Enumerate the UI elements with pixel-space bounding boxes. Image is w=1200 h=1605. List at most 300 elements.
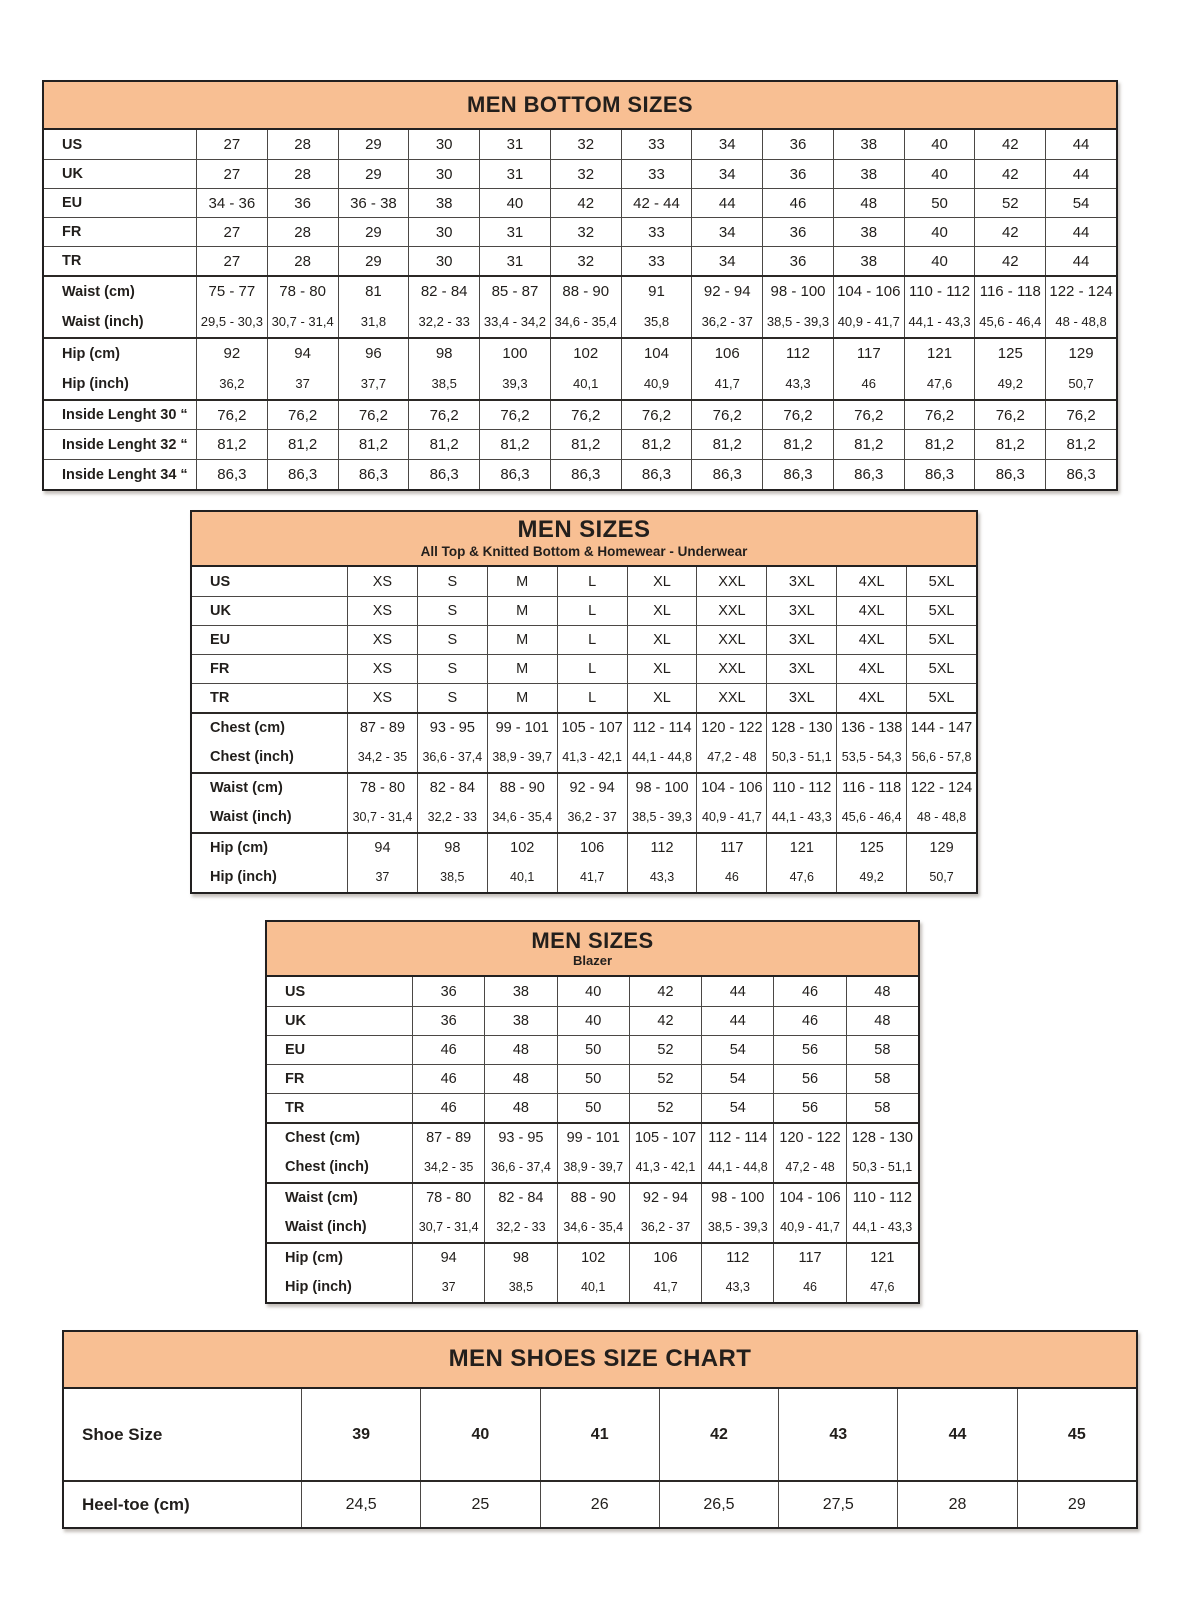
- table-cell: XS: [347, 655, 417, 683]
- table-cell: 92 - 94: [629, 1184, 701, 1212]
- table-cell: 46: [696, 862, 766, 892]
- table-cell: 98 - 100: [701, 1184, 773, 1212]
- table-cell: XXL: [696, 684, 766, 712]
- table-cell: 36,2 - 37: [557, 802, 627, 832]
- table-cell: 87 - 89: [347, 714, 417, 742]
- table-cell: 49,2: [974, 368, 1045, 399]
- table-cell: 48: [846, 1007, 918, 1035]
- table-cell: 129: [1045, 339, 1116, 368]
- table-row: [64, 1389, 1136, 1480]
- table-cell: 32: [550, 130, 621, 159]
- table-cell: 42: [659, 1389, 778, 1480]
- table-cell: S: [417, 597, 487, 625]
- table-cell: 25: [420, 1482, 539, 1527]
- table-cell: 76,2: [267, 401, 338, 429]
- table-cell: 44,1 - 43,3: [904, 306, 975, 337]
- table-cell: 98 - 100: [627, 774, 697, 802]
- table-cell: 43,3: [762, 368, 833, 399]
- table-cell: 100: [479, 339, 550, 368]
- table-cell: 29,5 - 30,3: [196, 306, 267, 337]
- table-cell: 36: [762, 160, 833, 188]
- men-sizes-tops-table: [190, 510, 978, 894]
- table-cell: 86,3: [408, 460, 479, 489]
- table-cell: 42: [974, 160, 1045, 188]
- table-cell: 40: [420, 1389, 539, 1480]
- table-cell: 28: [267, 160, 338, 188]
- table-row: [192, 862, 976, 892]
- table-cell: 48 - 48,8: [1045, 306, 1116, 337]
- table-cell: 104 - 106: [696, 774, 766, 802]
- table-row: [267, 1182, 918, 1212]
- table-cell: 47,2 - 48: [696, 742, 766, 772]
- table-row: [192, 596, 976, 625]
- table-cell: 81,2: [974, 430, 1045, 459]
- table-cell: 86,3: [621, 460, 692, 489]
- table-cell: 42: [974, 130, 1045, 159]
- table-cell: 33: [621, 218, 692, 246]
- table-cell: 27,5: [778, 1482, 897, 1527]
- table-cell: 86,3: [762, 460, 833, 489]
- table-cell: 44,1 - 44,8: [701, 1152, 773, 1182]
- table-cell: 102: [557, 1244, 629, 1272]
- table-cell: 116 - 118: [836, 774, 906, 802]
- table-cell: 81: [338, 277, 409, 306]
- table-cell: 40,9 - 41,7: [833, 306, 904, 337]
- table-row: [267, 1272, 918, 1302]
- table-cell: 5XL: [906, 626, 976, 654]
- table-cell: 122 - 124: [906, 774, 976, 802]
- table-cell: 40,9 - 41,7: [696, 802, 766, 832]
- table-row: [44, 429, 1116, 459]
- table-cell: 106: [691, 339, 762, 368]
- table-cell: 40: [557, 1007, 629, 1035]
- table-cell: 44,1 - 44,8: [627, 742, 697, 772]
- table-cell: 81,2: [479, 430, 550, 459]
- table-cell: 3XL: [766, 684, 836, 712]
- table-cell: 102: [550, 339, 621, 368]
- table-title: MEN SHOES SIZE CHART: [448, 1345, 752, 1373]
- table-cell: 40,9: [621, 368, 692, 399]
- table-cell: 76,2: [550, 401, 621, 429]
- table-cell: 50: [557, 1094, 629, 1122]
- table-cell: 86,3: [691, 460, 762, 489]
- table-cell: 46: [412, 1036, 484, 1064]
- table-cell: 82 - 84: [417, 774, 487, 802]
- table-cell: 112: [762, 339, 833, 368]
- table-cell: 34 - 36: [196, 189, 267, 217]
- table-cell: 112 - 114: [627, 714, 697, 742]
- table-cell: 44: [1045, 160, 1116, 188]
- row-label: Hip (inch): [62, 375, 129, 392]
- table-row: [192, 772, 976, 802]
- row-label: EU: [285, 1042, 306, 1058]
- table-cell: 24,5: [301, 1482, 420, 1527]
- table-row: [192, 625, 976, 654]
- table-cell: 34: [691, 247, 762, 275]
- men-bottom-sizes-table: [42, 80, 1118, 491]
- row-label: FR: [210, 661, 230, 677]
- table-cell: 43,3: [701, 1272, 773, 1302]
- table-cell: 99 - 101: [487, 714, 557, 742]
- table-cell: 32: [550, 218, 621, 246]
- table-cell: 105 - 107: [557, 714, 627, 742]
- row-label: Hip (cm): [62, 345, 120, 362]
- table-cell: M: [487, 567, 557, 596]
- table-cell: 40: [904, 218, 975, 246]
- row-label: FR: [285, 1071, 305, 1087]
- table-cell: 91: [621, 277, 692, 306]
- table-cell: 81,2: [621, 430, 692, 459]
- table-cell: 28: [267, 247, 338, 275]
- table-cell: 30,7 - 31,4: [267, 306, 338, 337]
- table-cell: 144 - 147: [906, 714, 976, 742]
- table-subtitle: All Top & Knitted Bottom & Homewear - Underwear: [420, 543, 748, 559]
- table-cell: 78 - 80: [412, 1184, 484, 1212]
- table-cell: 85 - 87: [479, 277, 550, 306]
- table-cell: 5XL: [906, 597, 976, 625]
- table-cell: 27: [196, 218, 267, 246]
- table-cell: 92 - 94: [557, 774, 627, 802]
- table-cell: 86,3: [833, 460, 904, 489]
- men-sizes-tops-body: [192, 567, 976, 892]
- table-cell: 3XL: [766, 597, 836, 625]
- table-cell: S: [417, 655, 487, 683]
- table-cell: 86,3: [196, 460, 267, 489]
- table-cell: 76,2: [691, 401, 762, 429]
- table-cell: 78 - 80: [267, 277, 338, 306]
- table-cell: M: [487, 597, 557, 625]
- table-cell: 33: [621, 247, 692, 275]
- table-row: [44, 306, 1116, 337]
- table-cell: 99 - 101: [557, 1124, 629, 1152]
- table-cell: 76,2: [408, 401, 479, 429]
- table-cell: 38,5: [484, 1272, 556, 1302]
- table-cell: 40,1: [487, 862, 557, 892]
- table-cell: 88 - 90: [550, 277, 621, 306]
- table-cell: 110 - 112: [904, 277, 975, 306]
- table-cell: 54: [701, 1065, 773, 1093]
- table-cell: 29: [1017, 1482, 1136, 1527]
- table-cell: L: [557, 684, 627, 712]
- table-cell: 36: [267, 189, 338, 217]
- table-cell: 86,3: [1045, 460, 1116, 489]
- table-cell: 81,2: [904, 430, 975, 459]
- table-cell: S: [417, 684, 487, 712]
- table-cell: XL: [627, 626, 697, 654]
- table-cell: 34: [691, 160, 762, 188]
- row-label: UK: [62, 166, 83, 182]
- table-cell: 31: [479, 130, 550, 159]
- table-cell: XXL: [696, 597, 766, 625]
- table-cell: 31,8: [338, 306, 409, 337]
- row-label: US: [285, 983, 306, 1000]
- table-cell: 45: [1017, 1389, 1136, 1480]
- table-cell: 42: [974, 247, 1045, 275]
- table-cell: 86,3: [550, 460, 621, 489]
- table-row: [192, 683, 976, 712]
- table-cell: 32,2 - 33: [484, 1212, 556, 1242]
- table-cell: 38: [484, 977, 556, 1006]
- table-cell: 45,6 - 46,4: [836, 802, 906, 832]
- row-label: Hip (cm): [285, 1250, 343, 1266]
- table-cell: 46: [773, 1272, 845, 1302]
- table-cell: 36: [412, 977, 484, 1006]
- table-cell: 3XL: [766, 655, 836, 683]
- table-row: [44, 399, 1116, 429]
- row-label: Hip (inch): [285, 1279, 352, 1295]
- table-cell: 53,5 - 54,3: [836, 742, 906, 772]
- table-cell: 78 - 80: [347, 774, 417, 802]
- table-cell: XS: [347, 684, 417, 712]
- table-cell: 30: [408, 160, 479, 188]
- row-label: TR: [62, 253, 82, 269]
- table-cell: 76,2: [762, 401, 833, 429]
- table-cell: 104 - 106: [833, 277, 904, 306]
- table-cell: 81,2: [833, 430, 904, 459]
- table-title: MEN SIZES: [531, 927, 654, 953]
- table-cell: 128 - 130: [766, 714, 836, 742]
- table-cell: 41,7: [629, 1272, 701, 1302]
- table-cell: 110 - 112: [766, 774, 836, 802]
- table-cell: 81,2: [267, 430, 338, 459]
- table-cell: 58: [846, 1036, 918, 1064]
- table-row: [267, 1152, 918, 1182]
- table-cell: 98: [408, 339, 479, 368]
- table-cell: 81,2: [550, 430, 621, 459]
- table-cell: 112: [627, 834, 697, 862]
- table-cell: 32,2 - 33: [408, 306, 479, 337]
- table-cell: 34: [691, 130, 762, 159]
- table-cell: 52: [629, 1094, 701, 1122]
- table-cell: 48: [833, 189, 904, 217]
- table-cell: 36: [762, 130, 833, 159]
- table-cell: XL: [627, 655, 697, 683]
- table-cell: 33,4 - 34,2: [479, 306, 550, 337]
- table-cell: 81,2: [1045, 430, 1116, 459]
- table-cell: 32,2 - 33: [417, 802, 487, 832]
- table-cell: 58: [846, 1094, 918, 1122]
- table-cell: 48: [484, 1094, 556, 1122]
- row-label: Chest (cm): [285, 1130, 360, 1146]
- table-cell: 81,2: [196, 430, 267, 459]
- table-cell: 93 - 95: [417, 714, 487, 742]
- table-cell: 52: [974, 189, 1045, 217]
- table-cell: 34,6 - 35,4: [557, 1212, 629, 1242]
- table-cell: 36,2: [196, 368, 267, 399]
- table-row: [44, 159, 1116, 188]
- table-cell: 102: [487, 834, 557, 862]
- table-cell: 50: [557, 1036, 629, 1064]
- table-cell: M: [487, 626, 557, 654]
- table-cell: 38,5: [408, 368, 479, 399]
- table-cell: 46: [773, 1007, 845, 1035]
- table-cell: 50: [904, 189, 975, 217]
- men-shoes-body: [64, 1389, 1136, 1527]
- table-cell: 47,2 - 48: [773, 1152, 845, 1182]
- table-cell: 117: [696, 834, 766, 862]
- table-cell: 46: [412, 1065, 484, 1093]
- table-cell: 125: [836, 834, 906, 862]
- row-label: Chest (cm): [210, 720, 285, 736]
- table-cell: 44: [897, 1389, 1016, 1480]
- table-cell: 42: [974, 218, 1045, 246]
- table-cell: 38,5 - 39,3: [701, 1212, 773, 1242]
- table-cell: 5XL: [906, 684, 976, 712]
- row-label: US: [210, 573, 231, 590]
- men-bottom-sizes-header: [44, 82, 1116, 130]
- table-cell: 32: [550, 160, 621, 188]
- table-cell: 76,2: [974, 401, 1045, 429]
- row-label: Waist (cm): [210, 780, 283, 796]
- table-cell: 4XL: [836, 626, 906, 654]
- table-cell: 121: [766, 834, 836, 862]
- table-cell: 30,7 - 31,4: [347, 802, 417, 832]
- table-cell: 27: [196, 247, 267, 275]
- table-cell: XS: [347, 567, 417, 596]
- table-cell: 40: [557, 977, 629, 1006]
- table-cell: 76,2: [479, 401, 550, 429]
- table-cell: 36,6 - 37,4: [417, 742, 487, 772]
- table-cell: 86,3: [479, 460, 550, 489]
- table-cell: 112 - 114: [701, 1124, 773, 1152]
- row-label: Hip (cm): [210, 840, 268, 856]
- row-label: Waist (cm): [62, 283, 135, 300]
- table-row: [44, 188, 1116, 217]
- table-cell: 87 - 89: [412, 1124, 484, 1152]
- table-cell: 30,7 - 31,4: [412, 1212, 484, 1242]
- table-row: [44, 459, 1116, 489]
- table-cell: 26: [540, 1482, 659, 1527]
- row-label: FR: [62, 224, 82, 240]
- table-cell: 86,3: [974, 460, 1045, 489]
- table-cell: M: [487, 655, 557, 683]
- men-sizes-tops-header: [192, 512, 976, 567]
- table-cell: 56: [773, 1036, 845, 1064]
- table-cell: 48: [846, 977, 918, 1006]
- table-cell: 58: [846, 1065, 918, 1093]
- table-cell: 116 - 118: [974, 277, 1045, 306]
- men-sizes-blazer-table: [265, 920, 920, 1304]
- table-cell: 81,2: [408, 430, 479, 459]
- table-cell: 40: [904, 247, 975, 275]
- table-cell: 54: [1045, 189, 1116, 217]
- table-cell: 41: [540, 1389, 659, 1480]
- table-cell: 49,2: [836, 862, 906, 892]
- table-cell: 50: [557, 1065, 629, 1093]
- table-cell: 125: [974, 339, 1045, 368]
- table-cell: 46: [762, 189, 833, 217]
- table-cell: 86,3: [338, 460, 409, 489]
- table-cell: 38: [833, 247, 904, 275]
- table-cell: 44: [701, 977, 773, 1006]
- table-cell: S: [417, 626, 487, 654]
- table-cell: 46: [412, 1094, 484, 1122]
- table-cell: 40,1: [557, 1272, 629, 1302]
- table-cell: 56,6 - 57,8: [906, 742, 976, 772]
- row-label: Hip (inch): [210, 869, 277, 885]
- row-label: Chest (inch): [285, 1159, 369, 1175]
- table-row: [44, 368, 1116, 399]
- table-cell: 94: [267, 339, 338, 368]
- table-cell: 38: [833, 218, 904, 246]
- table-cell: 40,9 - 41,7: [773, 1212, 845, 1242]
- table-row: [192, 832, 976, 862]
- row-label: US: [62, 136, 83, 153]
- table-cell: 43,3: [627, 862, 697, 892]
- table-cell: 35,8: [621, 306, 692, 337]
- table-cell: 50,3 - 51,1: [766, 742, 836, 772]
- table-cell: 121: [904, 339, 975, 368]
- table-cell: 34: [691, 218, 762, 246]
- row-label: TR: [210, 690, 230, 706]
- table-cell: 42: [629, 1007, 701, 1035]
- table-cell: 34,2 - 35: [347, 742, 417, 772]
- table-cell: 29: [338, 218, 409, 246]
- table-cell: 52: [629, 1065, 701, 1093]
- row-label: Waist (inch): [210, 809, 292, 825]
- table-cell: 47,6: [904, 368, 975, 399]
- row-label: EU: [62, 195, 83, 211]
- table-cell: 54: [701, 1094, 773, 1122]
- table-cell: 104: [621, 339, 692, 368]
- table-cell: 30: [408, 218, 479, 246]
- table-cell: 42: [629, 977, 701, 1006]
- table-title: MEN BOTTOM SIZES: [466, 91, 693, 117]
- table-cell: 45,6 - 46,4: [974, 306, 1045, 337]
- table-cell: 41,7: [557, 862, 627, 892]
- table-cell: 82 - 84: [408, 277, 479, 306]
- table-cell: XS: [347, 626, 417, 654]
- table-cell: 36,2 - 37: [691, 306, 762, 337]
- table-cell: 44: [1045, 218, 1116, 246]
- table-cell: 96: [338, 339, 409, 368]
- table-cell: 37: [347, 862, 417, 892]
- table-cell: 27: [196, 130, 267, 159]
- row-label: UK: [210, 603, 231, 619]
- table-cell: 37,7: [338, 368, 409, 399]
- table-cell: 38: [408, 189, 479, 217]
- table-cell: 31: [479, 218, 550, 246]
- row-label: EU: [210, 632, 231, 648]
- table-row: [44, 337, 1116, 368]
- table-cell: 38,9 - 39,7: [487, 742, 557, 772]
- table-row: [44, 246, 1116, 275]
- table-cell: 42 - 44: [621, 189, 692, 217]
- table-cell: L: [557, 655, 627, 683]
- table-cell: 43: [778, 1389, 897, 1480]
- table-cell: 38,5 - 39,3: [762, 306, 833, 337]
- table-cell: 33: [621, 130, 692, 159]
- table-row: [192, 742, 976, 772]
- table-cell: XXL: [696, 655, 766, 683]
- table-cell: 81,2: [338, 430, 409, 459]
- table-cell: 106: [557, 834, 627, 862]
- men-shoes-size-chart-table: [62, 1330, 1138, 1529]
- table-cell: 104 - 106: [773, 1184, 845, 1212]
- table-cell: 29: [338, 160, 409, 188]
- row-label: Waist (inch): [285, 1219, 367, 1235]
- table-cell: 112: [701, 1244, 773, 1272]
- table-row: [44, 275, 1116, 306]
- table-cell: 39,3: [479, 368, 550, 399]
- table-cell: 88 - 90: [487, 774, 557, 802]
- table-cell: 38: [484, 1007, 556, 1035]
- table-cell: 29: [338, 130, 409, 159]
- table-cell: 31: [479, 160, 550, 188]
- table-cell: 31: [479, 247, 550, 275]
- table-cell: 52: [629, 1036, 701, 1064]
- table-cell: 56: [773, 1094, 845, 1122]
